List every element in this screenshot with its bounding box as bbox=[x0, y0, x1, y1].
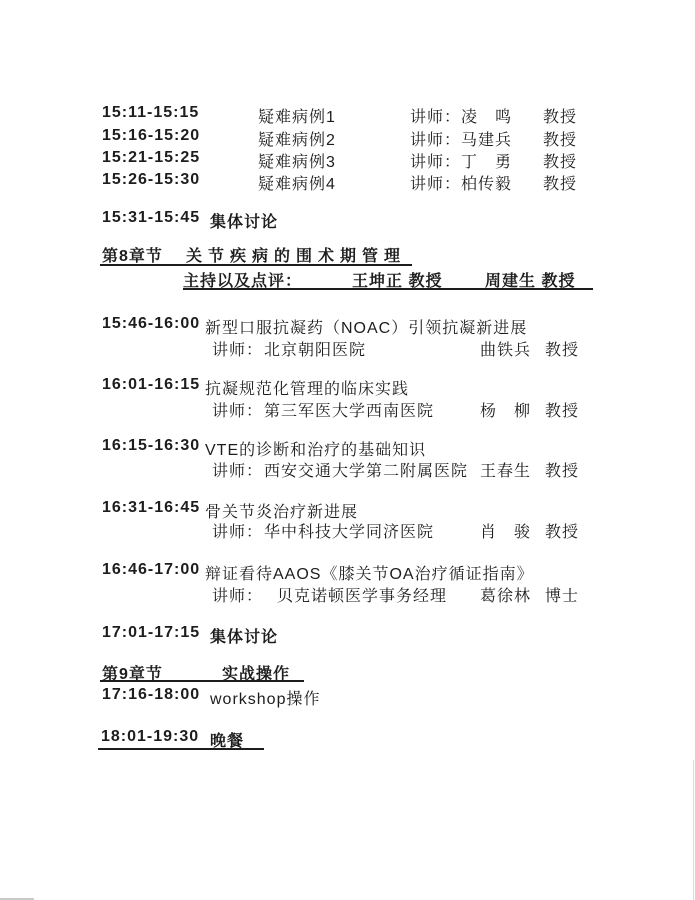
lecture-row bbox=[0, 437, 695, 458]
section-title: 关节疾病的围术期管理 bbox=[186, 248, 407, 265]
case-row bbox=[0, 104, 695, 125]
speaker-degree: 教授 bbox=[545, 342, 580, 359]
lecture-row bbox=[0, 315, 695, 336]
time-cell: 15:16-15:20 bbox=[102, 127, 201, 144]
workshop-row bbox=[0, 686, 695, 707]
speaker-degree: 教授 bbox=[545, 403, 580, 420]
time-cell: 15:46-16:00 bbox=[102, 315, 201, 332]
speaker-degree: 教授 bbox=[543, 132, 578, 149]
speaker-degree: 教授 bbox=[543, 176, 578, 193]
lecture-topic: 抗凝规范化管理的临床实践 bbox=[205, 381, 410, 398]
time-cell: 16:46-17:00 bbox=[102, 561, 201, 578]
case-row bbox=[0, 149, 695, 170]
case-row bbox=[0, 127, 695, 148]
time-cell: 18:01-19:30 bbox=[101, 728, 200, 745]
case-title: 疑难病例4 bbox=[258, 176, 336, 193]
discussion-row bbox=[0, 209, 695, 230]
speaker-name: 柏传毅 bbox=[461, 176, 513, 193]
section9-header bbox=[100, 661, 304, 682]
time-cell: 17:16-18:00 bbox=[102, 686, 201, 703]
speaker-degree: 博士 bbox=[545, 588, 580, 605]
speaker-name: 杨 柳 bbox=[480, 403, 532, 420]
speaker-label: 讲师： bbox=[410, 132, 462, 149]
time-cell: 16:01-16:15 bbox=[102, 376, 201, 393]
lecture-topic: 骨关节炎治疗新进展 bbox=[205, 504, 359, 521]
lecture-row bbox=[0, 561, 695, 582]
speaker-label: 讲师： bbox=[410, 154, 462, 171]
case-row bbox=[0, 171, 695, 192]
workshop-label: workshop操作 bbox=[210, 691, 321, 708]
section8-header bbox=[100, 243, 412, 266]
speaker-label: 讲师： bbox=[212, 524, 264, 541]
lecture-org: 第三军医大学西南医院 bbox=[264, 403, 435, 420]
speaker-name: 曲铁兵 bbox=[480, 342, 532, 359]
speaker-degree: 教授 bbox=[543, 154, 578, 171]
speaker-name: 肖 骏 bbox=[480, 524, 532, 541]
scan-artifact bbox=[693, 760, 694, 900]
time-cell: 16:15-16:30 bbox=[102, 437, 201, 454]
case-title: 疑难病例3 bbox=[258, 154, 336, 171]
speaker-degree: 教授 bbox=[545, 524, 580, 541]
lecture-org: 北京朝阳医院 bbox=[264, 342, 367, 359]
time-cell: 17:01-17:15 bbox=[102, 624, 201, 641]
speaker-name: 王春生 bbox=[480, 463, 532, 480]
lecture-org: 贝克诺顿医学事务经理 bbox=[277, 588, 448, 605]
time-cell: 15:26-15:30 bbox=[102, 171, 201, 188]
speaker-name: 丁 勇 bbox=[461, 154, 513, 171]
speaker-name: 葛徐林 bbox=[480, 588, 532, 605]
section-chapter: 第9章节 bbox=[102, 666, 163, 683]
discussion-row bbox=[0, 624, 695, 645]
section8-moderators bbox=[183, 268, 593, 290]
lecture-speaker-row bbox=[0, 337, 695, 358]
speaker-label: 讲师： bbox=[212, 463, 264, 480]
dinner-row bbox=[98, 728, 264, 750]
moderator-name: 周建生 教授 bbox=[485, 273, 576, 290]
lecture-speaker-row bbox=[0, 519, 695, 540]
discussion-label: 集体讨论 bbox=[210, 629, 279, 646]
lecture-speaker-row bbox=[0, 458, 695, 479]
dinner-label: 晚餐 bbox=[210, 733, 245, 750]
lecture-speaker-row bbox=[0, 398, 695, 419]
discussion-label: 集体讨论 bbox=[210, 214, 279, 231]
moderator-label: 主持以及点评： bbox=[183, 273, 303, 290]
case-title: 疑难病例2 bbox=[258, 132, 336, 149]
section-chapter: 第8章节 bbox=[102, 248, 163, 265]
time-cell: 15:21-15:25 bbox=[102, 149, 201, 166]
time-cell: 16:31-16:45 bbox=[102, 499, 201, 516]
lecture-speaker-row bbox=[0, 583, 695, 604]
speaker-label: 讲师： bbox=[212, 342, 264, 359]
speaker-label: 讲师： bbox=[410, 109, 462, 126]
speaker-label: 讲师： bbox=[410, 176, 462, 193]
moderator-name: 王坤正 教授 bbox=[352, 273, 443, 290]
lecture-row bbox=[0, 376, 695, 397]
speaker-name: 凌 鸣 bbox=[461, 109, 513, 126]
lecture-org: 华中科技大学同济医院 bbox=[264, 524, 435, 541]
speaker-degree: 教授 bbox=[543, 109, 578, 126]
speaker-degree: 教授 bbox=[545, 463, 580, 480]
time-cell: 15:31-15:45 bbox=[102, 209, 201, 226]
case-title: 疑难病例1 bbox=[258, 109, 336, 126]
lecture-topic: 新型口服抗凝药（NOAC）引领抗凝新进展 bbox=[205, 320, 528, 337]
lecture-topic: 辩证看待AAOS《膝关节OA治疗循证指南》 bbox=[205, 566, 534, 583]
section-title: 实战操作 bbox=[222, 666, 291, 683]
speaker-name: 马建兵 bbox=[461, 132, 513, 149]
lecture-row bbox=[0, 499, 695, 520]
speaker-label: 讲师： bbox=[212, 588, 264, 605]
lecture-org: 西安交通大学第二附属医院 bbox=[264, 463, 469, 480]
lecture-topic: VTE的诊断和治疗的基础知识 bbox=[205, 442, 427, 459]
speaker-label: 讲师： bbox=[212, 403, 264, 420]
time-cell: 15:11-15:15 bbox=[102, 104, 200, 121]
